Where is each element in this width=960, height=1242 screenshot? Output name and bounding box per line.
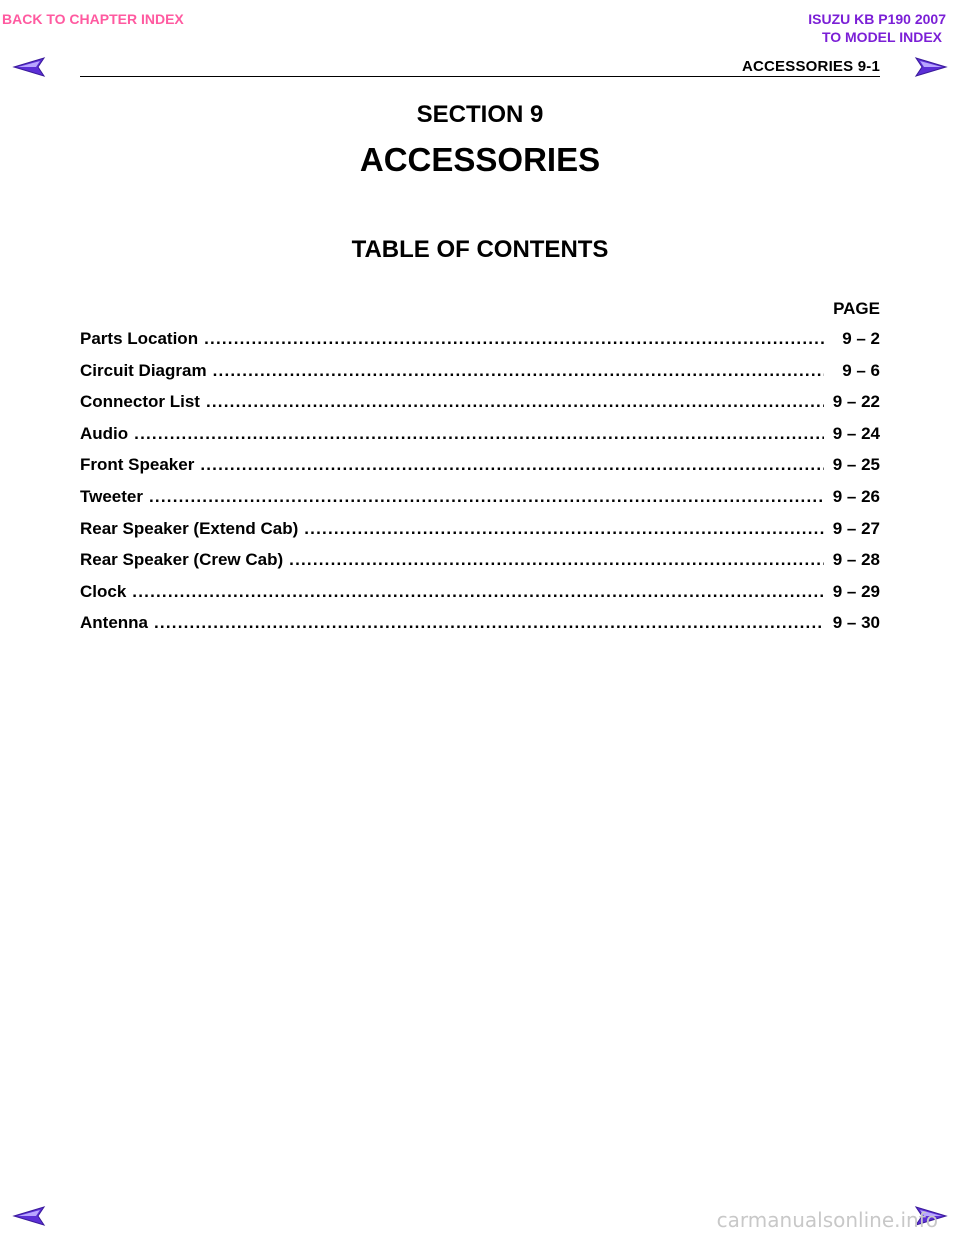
model-title-link[interactable]: ISUZU KB P190 2007 (808, 11, 946, 27)
toc-title: TABLE OF CONTENTS (351, 236, 609, 263)
toc-leader-dots (289, 550, 824, 570)
toc-entry-title: Circuit Diagram (80, 360, 207, 380)
header-divider (80, 76, 880, 77)
toc-entry-title: Connector List (80, 392, 200, 412)
toc-entry[interactable] (80, 329, 880, 361)
toc-entry-title: Tweeter (80, 486, 143, 506)
running-header: ACCESSORIES 9-1 (741, 58, 880, 75)
toc-entry-page: 9 – 6 (842, 360, 880, 380)
toc-entry-page: 9 – 26 (832, 486, 880, 506)
toc-leader-dots (132, 582, 824, 602)
toc-leader-dots (206, 392, 824, 412)
toc-entry[interactable] (80, 392, 880, 424)
toc-entry-page: 9 – 22 (832, 392, 880, 412)
toc-entry[interactable] (80, 487, 880, 519)
toc-entry-page: 9 – 29 (832, 581, 880, 601)
toc-entry-page: 9 – 25 (832, 455, 880, 475)
toc-leader-dots (154, 613, 824, 633)
toc-entry[interactable] (80, 613, 880, 645)
site-watermark: carmanualsonline.info (716, 1208, 938, 1232)
toc-entry-page: 9 – 30 (832, 613, 880, 633)
toc-leader-dots (200, 455, 824, 475)
to-model-index-link[interactable]: TO MODEL INDEX (821, 29, 942, 45)
toc-leader-dots (204, 329, 824, 349)
toc-entry-page: 9 – 27 (832, 518, 880, 538)
toc-entry-title: Clock (80, 581, 127, 601)
toc-leader-dots (213, 361, 824, 381)
toc-entry[interactable] (80, 424, 880, 456)
toc-leader-dots (134, 424, 824, 444)
toc-leader-dots (304, 519, 824, 539)
toc-entry-title: Antenna (80, 613, 148, 633)
toc-entry-title: Rear Speaker (Crew Cab) (80, 550, 284, 570)
toc-entry-page: 9 – 2 (842, 329, 880, 348)
toc-entry-page: 9 – 24 (832, 423, 880, 443)
page-column-label: PAGE (833, 299, 880, 318)
toc-leader-dots (149, 487, 824, 507)
next-page-arrow-icon[interactable] (914, 56, 948, 78)
back-to-chapter-index-link[interactable]: BACK TO CHAPTER INDEX (2, 11, 184, 27)
toc-entry-page: 9 – 28 (832, 550, 880, 570)
toc-entry[interactable] (80, 361, 880, 393)
previous-page-arrow-icon[interactable] (12, 56, 46, 78)
toc-entry[interactable] (80, 455, 880, 487)
section-title: ACCESSORIES (359, 141, 601, 178)
toc-entry-title: Parts Location (80, 329, 199, 348)
toc-list (80, 329, 880, 645)
toc-entry-title: Front Speaker (80, 455, 195, 475)
toc-entry-title: Audio (80, 423, 129, 443)
toc-entry-title: Rear Speaker (Extend Cab) (80, 518, 299, 538)
previous-page-arrow-icon[interactable] (12, 1205, 46, 1227)
section-label: SECTION 9 (416, 101, 544, 128)
toc-entry[interactable] (80, 550, 880, 582)
toc-entry[interactable] (80, 519, 880, 551)
toc-entry[interactable] (80, 582, 880, 614)
